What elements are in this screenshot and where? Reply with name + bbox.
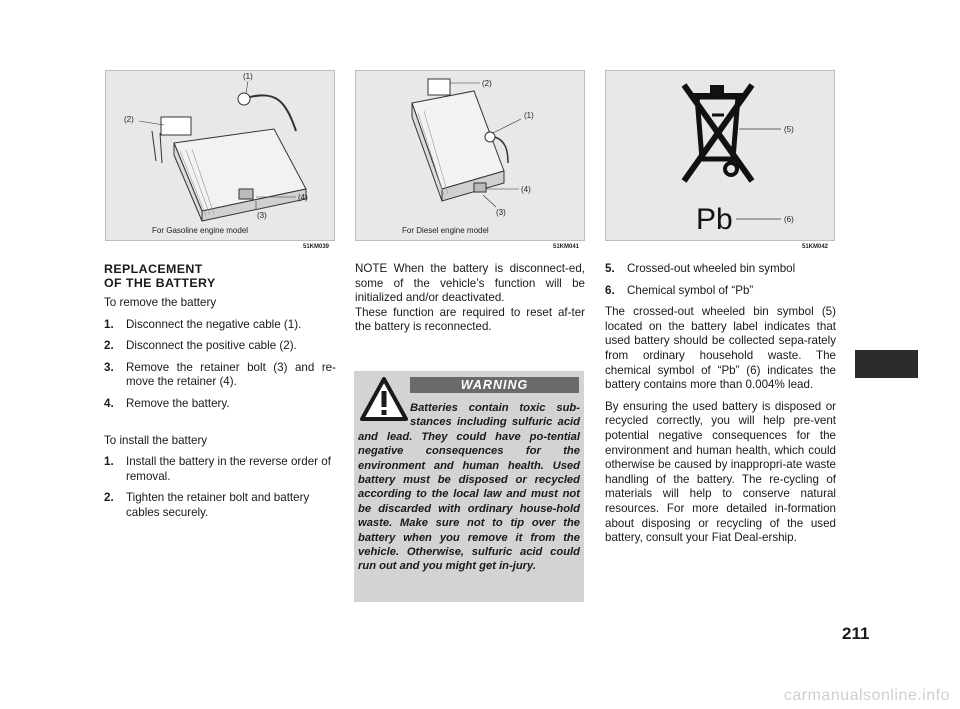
remove-step: 2. Disconnect the positive cable (2). xyxy=(104,339,297,353)
figure-diesel-battery xyxy=(355,70,585,241)
legend-item: 5. Crossed-out wheeled bin symbol xyxy=(605,262,796,275)
remove-step: 4. Remove the battery. xyxy=(104,396,230,410)
figure-gasoline-battery xyxy=(105,70,335,241)
install-intro: To install the battery xyxy=(104,433,208,447)
paragraph-disposal: By ensuring the used battery is disposed or recycled correctly, you will help pre-vent potential negative consequences for the environment and human health, which could otherwise be caused by inappropri-ate waste handling of the battery. The re-cycling of materials will help to conserve natural resources. For more detailed in-formation about disposing or recycling of the used battery, consult your Fiat Deal-ership. xyxy=(605,399,836,545)
remove-step: 3. Remove the retainer bolt (3) and re-move the retainer (4). xyxy=(104,360,336,389)
diesel-label-3: (3) xyxy=(496,208,506,217)
gasoline-battery-illustration xyxy=(106,71,336,242)
remove-step: 1. Disconnect the negative cable (1). xyxy=(104,317,302,331)
legend-item: 6. Chemical symbol of “Pb” xyxy=(605,283,754,297)
lead-chemical-symbol: Pb xyxy=(696,203,733,236)
note-text-2: These function are required to reset af-ter the battery is reconnected. xyxy=(355,305,585,334)
figure-bin-symbol xyxy=(605,70,835,241)
gasoline-label-1: (1) xyxy=(243,72,253,81)
diesel-battery-illustration xyxy=(356,71,586,242)
gasoline-label-4: (4) xyxy=(298,193,308,202)
diesel-label-2: (2) xyxy=(482,79,492,88)
warning-text-block xyxy=(358,401,580,574)
remove-intro: To remove the battery xyxy=(104,296,217,309)
diesel-caption: For Diesel engine model xyxy=(402,226,489,235)
watermark: carmanualsonline.info xyxy=(783,687,950,704)
gasoline-caption: For Gasoline engine model xyxy=(152,226,249,235)
diesel-label-4: (4) xyxy=(521,185,531,194)
install-step: 1. Install the battery in the reverse order of removal. xyxy=(104,455,331,483)
gasoline-label-3: (3) xyxy=(257,211,267,220)
gasoline-figure-code: 51KM039 xyxy=(303,244,330,250)
paragraph-bin-symbol: The crossed-out wheeled bin symbol (5) located on the battery label indicates that used battery should be collected sepa-rately from ordinary household waste. The chemical symbol of “Pb” (6) indicates the battery contains more than 0.004% lead. xyxy=(605,305,836,392)
section-tab-marker xyxy=(855,350,918,378)
note-text: NOTE When the battery is disconnect-ed, some of the vehicle’s function will be initialized and/or deactivated. xyxy=(355,262,585,305)
section-heading: REPLACEMENT OF THE BATTERY xyxy=(104,262,216,290)
page-number: 211 xyxy=(842,624,870,643)
bin-label-6: (6) xyxy=(784,215,794,224)
warning-text: Batteries contain toxic sub-stances including sulfuric acid and lead. They could have po-tential negative consequences for the environment and human health. Used battery must be disposed or recycled according to the local law and must not be discarded with ordinary house-hold waste. Make sure not to tip over the battery when you remove it from the vehicle. Otherwise, sulfuric acid could run out and you might get in-jury. xyxy=(358,402,580,573)
warning-box xyxy=(354,371,584,602)
left-column xyxy=(104,262,336,528)
install-step: 2. Tighten the retainer bolt and battery cables securely. xyxy=(104,491,310,519)
gasoline-label-2: (2) xyxy=(124,115,134,124)
bin-figure-code: 51KM042 xyxy=(802,244,829,250)
diesel-figure-code: 51KM041 xyxy=(553,244,580,250)
bin-label-5: (5) xyxy=(784,125,794,134)
diesel-label-1: (1) xyxy=(524,111,534,120)
crossed-out-bin-icon xyxy=(606,71,836,242)
middle-column xyxy=(355,262,585,335)
warning-title: WARNING xyxy=(410,377,579,393)
right-column xyxy=(605,262,836,553)
